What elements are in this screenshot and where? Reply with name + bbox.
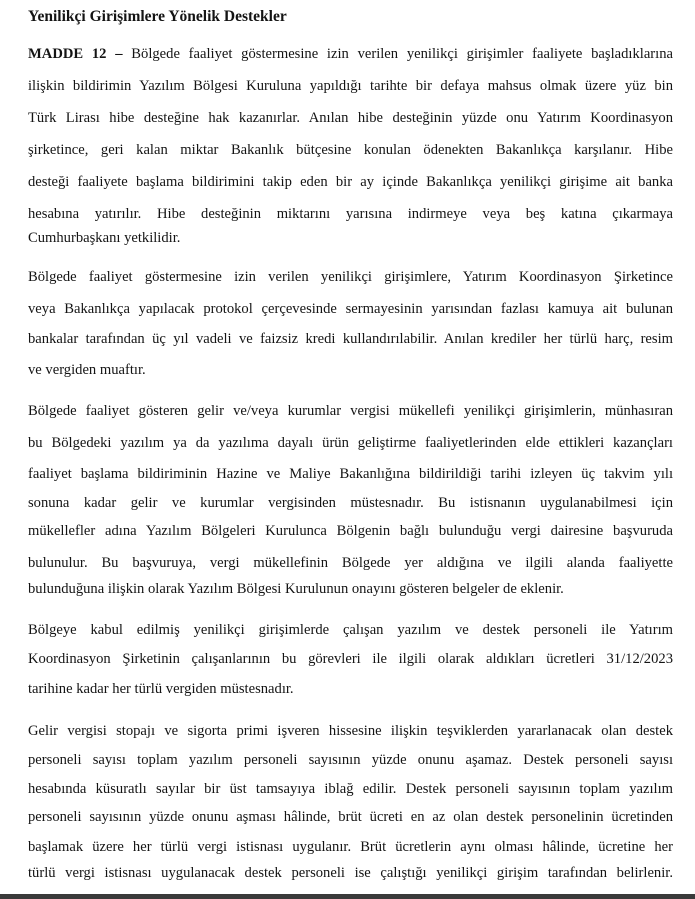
text-line: desteği faaliyete başlama bildirimini takip eden bir ay içinde Bakanlıkça yenilikçi girişime ait banka [28,174,673,190]
text-line: şirketince, geri kalan miktar Bakanlık bütçesine konulan ödenekten Bakanlıkça karşılanır. Hibe [28,142,673,158]
text-line: hesabında küsuratlı sayılar bir üst tamsayıya iblağ edilir. Destek personeli sayısının toplam yazılım [28,781,673,797]
text-line: tarihine kadar her türlü vergiden müstesnadır. [28,681,294,697]
text-line: mükellefler adına Yazılım Bölgeleri Kurulunca Bölgenin bağlı bulunduğu vergi dairesine başvuruda [28,523,673,539]
page-bottom-edge [0,894,695,899]
text-line: bulunduğuna ilişkin olarak Yazılım Bölgesi Kurulunun onayını gösteren belgeler de eklenir. [28,581,564,597]
text-line: bu Bölgedeki yazılım ya da yazılıma dayalı ürün geliştirme faaliyetlerinden elde ettikleri kazançları [28,435,673,451]
text-line: Koordinasyon Şirketinin çalışanlarının bu görevleri ile ilgili olarak aldıkları ücretleri 31/12/2023 [28,651,673,667]
text-line: Cumhurbaşkanı yetkilidir. [28,230,181,246]
text-line-content: Bölgede faaliyet göstermesine izin verilen yenilikçi girişimler faaliyete başladıklarına [122,46,673,62]
text-line: Gelir vergisi stopajı ve sigorta primi işveren hissesine ilişkin teşviklerden yararlanacak olan destek [28,723,673,739]
text-line: personeli sayısının yüzde onunu aşması hâlinde, brüt ücreti en az olan destek personelinin ücretinden [28,809,673,825]
text-line: Bölgeye kabul edilmiş yenilikçi girişimlerde çalışan yazılım ve destek personeli ile Yatırım [28,622,673,638]
text-line: hesabına yatırılır. Hibe desteğinin miktarını yarısına indirmeye veya beş katına çıkarmaya [28,206,673,222]
text-line: personeli sayısı toplam yazılım personeli sayısının yüzde onunu aşamaz. Destek personeli sayısı [28,752,673,768]
text-line: bulunulur. Bu başvuruya, vergi mükellefinin Bölgede yer aldığına ve ilgili alanda faaliyette [28,555,673,571]
text-line: ve vergiden muaftır. [28,362,146,378]
text-line: sonuna kadar gelir ve kurumlar vergisinden müstesnadır. Bu istisnanın uygulanabilmesi için [28,495,673,511]
article-label: MADDE 12 – [28,46,123,62]
text-line: Bölgede faaliyet göstermesine izin verilen yenilikçi girişimlere, Yatırım Koordinasyon Şirketince [28,269,673,285]
text-line: Bölgede faaliyet gösteren gelir ve/veya kurumlar vergisi mükellefi yenilikçi girişimlerin, münhasıran [28,403,673,419]
text-line: başlamak üzere her türlü vergi istisnası uygulanır. Brüt ücretlerin aynı olması hâlinde, ücretine her [28,839,673,855]
text-line: faaliyet başlama bildiriminin Hazine ve Maliye Bakanlığına bildirildiği tarihi izleyen üç takvim yılı [28,466,673,482]
text-line: bankalar tarafından üç yıl vadeli ve faizsiz kredi kullandırılabilir. Anılan krediler her türlü harç, resim [28,331,673,347]
text-line: türlü vergi istisnası uygulanacak destek personeli ise çalıştığı yenilikçi girişim tarafından belirlenir. [28,865,673,881]
section-heading: Yenilikçi Girişimlere Yönelik Destekler [28,8,287,25]
text-line [28,45,673,63]
text-line: ilişkin bildirimin Yazılım Bölgesi Kuruluna yapıldığı tarihte bir defaya mahsus olmak üzere yüz bin [28,78,673,94]
text-line: veya Bakanlıkça yapılacak protokol çerçevesinde sermayesinin yarısından fazlası kamuya ait bulunan [28,301,673,317]
text-line: Türk Lirası hibe desteğine hak kazanırlar. Anılan hibe desteğinin yüzde onu Yatırım Koordinasyon [28,110,673,126]
